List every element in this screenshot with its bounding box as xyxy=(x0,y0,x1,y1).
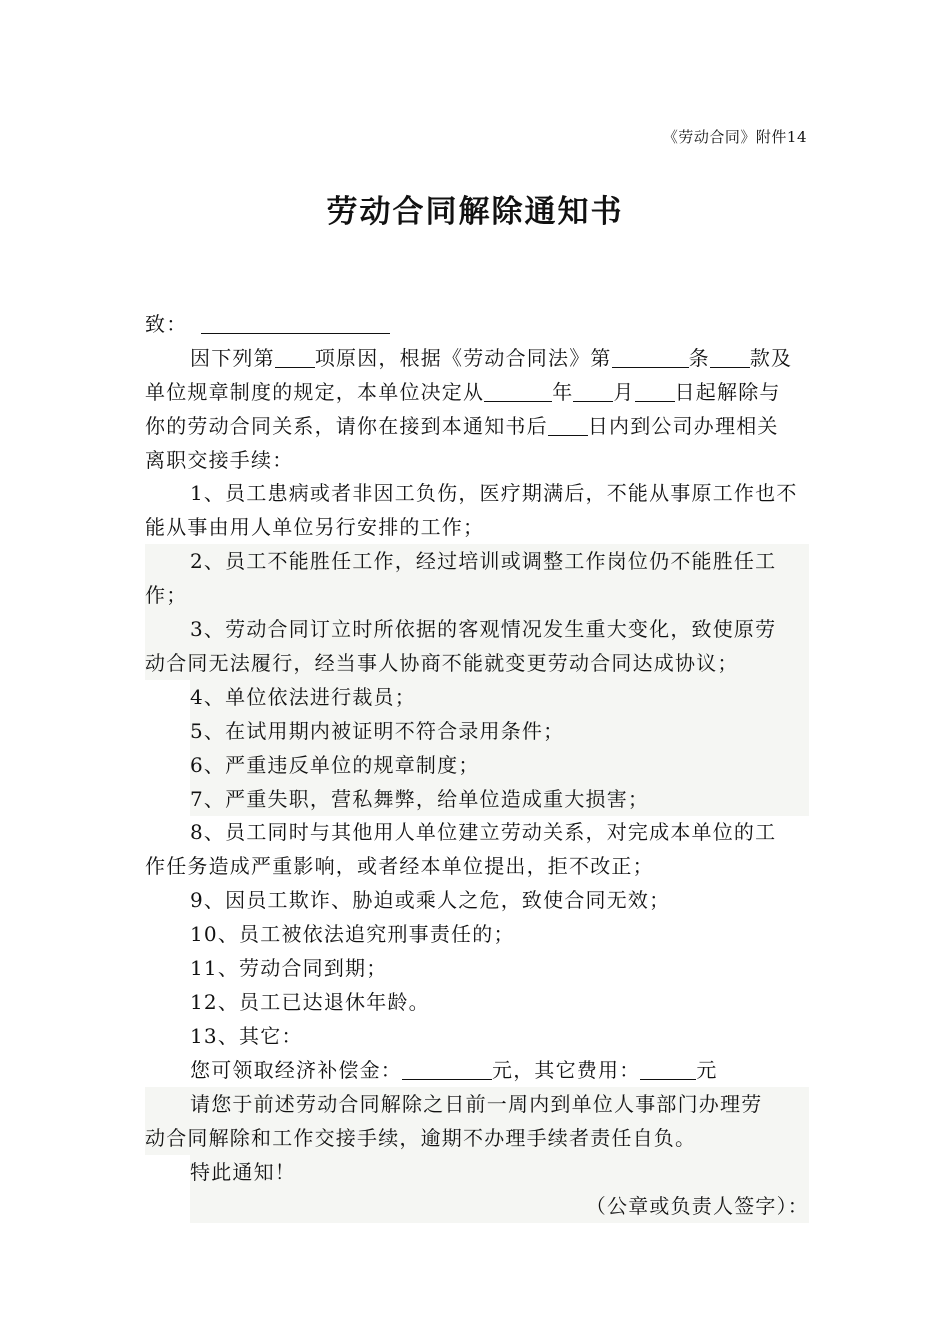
reason-4: 4、单位依法进行裁员； xyxy=(190,680,809,714)
closing-line-1 xyxy=(145,1087,809,1121)
intro-text: 项原因，根据《劳动合同法》第 xyxy=(314,346,612,370)
recipient-line xyxy=(145,307,809,341)
year-blank xyxy=(484,379,552,402)
reason-text: 3、劳动合同订立时所依据的客观情况发生重大变化，致使原劳 xyxy=(190,617,777,641)
intro-line-4: 离职交接手续： xyxy=(145,448,294,472)
page-title: 劳动合同解除通知书 xyxy=(326,194,624,230)
closing-line-2: 动合同解除和工作交接手续，逾期不办理手续者责任自负。 xyxy=(145,1121,809,1155)
reason-8-line-2: 作任务造成严重影响，或者经本单位提出，拒不改正； xyxy=(145,854,654,878)
intro-text: 单位规章制度的规定，本单位决定从 xyxy=(145,380,485,404)
compensation-line xyxy=(190,1053,809,1087)
intro-text: 条 xyxy=(688,346,710,370)
reason-2-line-2: 作； xyxy=(145,578,809,612)
day-blank xyxy=(635,379,675,402)
reason-10: 10、员工被依法追究刑事责任的； xyxy=(190,922,515,946)
recipient-prefix: 致： xyxy=(145,312,188,336)
closing-text: 请您于前述劳动合同解除之日前一周内到单位人事部门办理劳 xyxy=(190,1092,763,1116)
article-blank xyxy=(612,345,689,368)
intro-text: 款及 xyxy=(749,346,793,370)
intro-text: 日起解除与 xyxy=(674,380,781,404)
annex-label: 《劳动合同》附件14 xyxy=(662,128,807,146)
reason-text: 2、员工不能胜任工作，经过培训或调整工作岗位仍不能胜任工 xyxy=(190,549,777,573)
reason-5: 5、在试用期内被证明不符合录用条件； xyxy=(190,714,809,748)
compensation-label: 您可领取经济补偿金： xyxy=(190,1058,402,1082)
reason-8-line-1: 8、员工同时与其他用人单位建立劳动关系，对完成本单位的工 xyxy=(190,820,777,844)
reason-12: 12、员工已达退休年龄。 xyxy=(190,990,430,1014)
intro-text: 月 xyxy=(613,380,635,404)
signature-line: （公章或负责人签字）： xyxy=(190,1189,809,1223)
days-blank xyxy=(548,413,588,436)
reason-2-line-1 xyxy=(145,544,809,578)
intro-line-2 xyxy=(145,375,809,409)
reason-9: 9、因员工欺诈、胁迫或乘人之危，致使合同无效； xyxy=(190,888,671,912)
other-fee-blank xyxy=(640,1057,696,1080)
notice-line: 特此通知！ xyxy=(190,1155,809,1189)
intro-line-1 xyxy=(190,341,809,375)
reason-11: 11、劳动合同到期； xyxy=(190,956,388,980)
intro-text: 你的劳动合同关系，请你在接到本通知书后 xyxy=(145,414,548,438)
reason-13: 13、其它： xyxy=(190,1024,303,1048)
clause-blank xyxy=(710,345,750,368)
month-blank xyxy=(573,379,613,402)
reason-3-line-2: 动合同无法履行，经当事人协商不能就变更劳动合同达成协议； xyxy=(145,646,809,680)
reason-7: 7、严重失职，营私舞弊，给单位造成重大损害； xyxy=(190,782,809,816)
compensation-label: 元，其它费用： xyxy=(492,1058,641,1082)
reason-number-blank xyxy=(275,345,315,368)
reason-1-line-1: 1、员工患病或者非因工负伤，医疗期满后，不能从事原工作也不 xyxy=(190,481,798,505)
reason-1-line-2: 能从事由用人单位另行安排的工作； xyxy=(145,515,485,539)
intro-text: 日内到公司办理相关 xyxy=(587,414,779,438)
intro-text: 因下列第 xyxy=(190,346,275,370)
reason-3-line-1 xyxy=(145,612,809,646)
compensation-amount-blank xyxy=(402,1057,492,1080)
recipient-blank xyxy=(201,311,390,334)
intro-line-3 xyxy=(145,409,809,443)
compensation-label: 元 xyxy=(696,1058,718,1082)
intro-text: 年 xyxy=(552,380,574,404)
reason-6: 6、严重违反单位的规章制度； xyxy=(190,748,809,782)
